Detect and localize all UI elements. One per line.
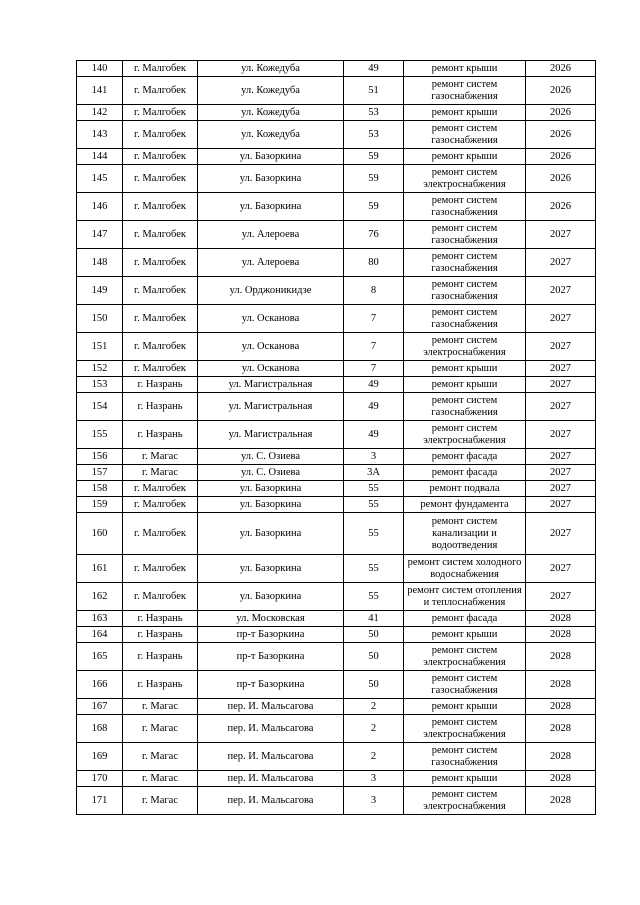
- cell-work-type: ремонт крыши: [404, 149, 526, 165]
- cell-number: 150: [77, 305, 123, 333]
- cell-year: 2027: [526, 421, 596, 449]
- cell-city: г. Малгобек: [123, 555, 198, 583]
- cell-number: 157: [77, 465, 123, 481]
- cell-year: 2028: [526, 611, 596, 627]
- cell-number: 161: [77, 555, 123, 583]
- cell-city: г. Малгобек: [123, 77, 198, 105]
- cell-work-type: ремонт систем газоснабжения: [404, 393, 526, 421]
- cell-number: 163: [77, 611, 123, 627]
- cell-house: 55: [344, 497, 404, 513]
- cell-house: 59: [344, 149, 404, 165]
- cell-city: г. Малгобек: [123, 333, 198, 361]
- cell-year: 2027: [526, 361, 596, 377]
- cell-house: 7: [344, 305, 404, 333]
- table-row: [77, 377, 596, 393]
- cell-house: 51: [344, 77, 404, 105]
- cell-number: 143: [77, 121, 123, 149]
- cell-house: 59: [344, 193, 404, 221]
- cell-number: 146: [77, 193, 123, 221]
- cell-street: ул. Орджоникидзе: [198, 277, 344, 305]
- table-row: [77, 715, 596, 743]
- table-row: [77, 277, 596, 305]
- cell-work-type: ремонт систем газоснабжения: [404, 77, 526, 105]
- cell-street: ул. Магистральная: [198, 377, 344, 393]
- cell-number: 159: [77, 497, 123, 513]
- cell-city: г. Малгобек: [123, 305, 198, 333]
- cell-year: 2026: [526, 121, 596, 149]
- cell-street: ул. Кожедуба: [198, 121, 344, 149]
- cell-street: пер. И. Мальсагова: [198, 699, 344, 715]
- table-row: [77, 249, 596, 277]
- cell-city: г. Назрань: [123, 393, 198, 421]
- cell-work-type: ремонт систем газоснабжения: [404, 305, 526, 333]
- cell-number: 154: [77, 393, 123, 421]
- cell-street: ул. Базоркина: [198, 193, 344, 221]
- table-row: [77, 627, 596, 643]
- cell-house: 3: [344, 787, 404, 815]
- cell-house: 49: [344, 393, 404, 421]
- cell-street: ул. Базоркина: [198, 481, 344, 497]
- cell-work-type: ремонт крыши: [404, 377, 526, 393]
- cell-work-type: ремонт крыши: [404, 699, 526, 715]
- cell-number: 147: [77, 221, 123, 249]
- cell-work-type: ремонт систем электроснабжения: [404, 421, 526, 449]
- cell-number: 164: [77, 627, 123, 643]
- table-row: [77, 393, 596, 421]
- cell-city: г. Назрань: [123, 627, 198, 643]
- cell-city: г. Малгобек: [123, 249, 198, 277]
- cell-street: ул. Базоркина: [198, 497, 344, 513]
- cell-street: ул. Базоркина: [198, 149, 344, 165]
- cell-number: 148: [77, 249, 123, 277]
- cell-number: 144: [77, 149, 123, 165]
- cell-work-type: ремонт систем электроснабжения: [404, 787, 526, 815]
- table-row: [77, 643, 596, 671]
- cell-year: 2027: [526, 465, 596, 481]
- table-row: [77, 193, 596, 221]
- cell-city: г. Малгобек: [123, 277, 198, 305]
- cell-work-type: ремонт систем электроснабжения: [404, 165, 526, 193]
- cell-work-type: ремонт систем газоснабжения: [404, 121, 526, 149]
- cell-house: 2: [344, 743, 404, 771]
- table-row: [77, 771, 596, 787]
- table-row: [77, 165, 596, 193]
- cell-number: 166: [77, 671, 123, 699]
- cell-number: 140: [77, 61, 123, 77]
- cell-house: 2: [344, 699, 404, 715]
- table-row: [77, 513, 596, 555]
- cell-street: ул. Базоркина: [198, 583, 344, 611]
- cell-year: 2026: [526, 105, 596, 121]
- cell-street: ул. Магистральная: [198, 421, 344, 449]
- cell-street: ул. Осканова: [198, 333, 344, 361]
- cell-number: 142: [77, 105, 123, 121]
- cell-city: г. Магас: [123, 465, 198, 481]
- cell-year: 2027: [526, 481, 596, 497]
- cell-house: 55: [344, 583, 404, 611]
- cell-city: г. Назрань: [123, 377, 198, 393]
- cell-city: г. Малгобек: [123, 583, 198, 611]
- cell-number: 152: [77, 361, 123, 377]
- cell-street: пер. И. Мальсагова: [198, 715, 344, 743]
- cell-city: г. Магас: [123, 771, 198, 787]
- cell-street: пр-т Базоркина: [198, 627, 344, 643]
- cell-number: 153: [77, 377, 123, 393]
- table-row: [77, 583, 596, 611]
- cell-city: г. Малгобек: [123, 481, 198, 497]
- cell-year: 2027: [526, 583, 596, 611]
- cell-house: 55: [344, 555, 404, 583]
- table-row: [77, 555, 596, 583]
- cell-year: 2027: [526, 377, 596, 393]
- table-row: [77, 121, 596, 149]
- cell-work-type: ремонт фасада: [404, 449, 526, 465]
- cell-city: г. Малгобек: [123, 513, 198, 555]
- cell-year: 2028: [526, 743, 596, 771]
- cell-number: 149: [77, 277, 123, 305]
- cell-city: г. Магас: [123, 449, 198, 465]
- cell-house: 41: [344, 611, 404, 627]
- cell-work-type: ремонт систем газоснабжения: [404, 221, 526, 249]
- cell-number: 151: [77, 333, 123, 361]
- cell-house: 7: [344, 333, 404, 361]
- cell-number: 155: [77, 421, 123, 449]
- table-row: [77, 361, 596, 377]
- table-row: [77, 421, 596, 449]
- cell-number: 145: [77, 165, 123, 193]
- cell-city: г. Магас: [123, 715, 198, 743]
- cell-year: 2027: [526, 333, 596, 361]
- table-row: [77, 77, 596, 105]
- cell-number: 156: [77, 449, 123, 465]
- table-row: [77, 305, 596, 333]
- cell-street: ул. Кожедуба: [198, 105, 344, 121]
- cell-work-type: ремонт систем газоснабжения: [404, 277, 526, 305]
- table-row: [77, 221, 596, 249]
- cell-city: г. Малгобек: [123, 105, 198, 121]
- cell-city: г. Малгобек: [123, 149, 198, 165]
- cell-street: ул. С. Озиева: [198, 449, 344, 465]
- table-row: [77, 611, 596, 627]
- cell-street: ул. Алероева: [198, 249, 344, 277]
- table-row: [77, 449, 596, 465]
- cell-work-type: ремонт крыши: [404, 61, 526, 77]
- cell-street: ул. Осканова: [198, 305, 344, 333]
- cell-year: 2026: [526, 77, 596, 105]
- cell-year: 2027: [526, 277, 596, 305]
- cell-work-type: ремонт фундамента: [404, 497, 526, 513]
- cell-city: г. Назрань: [123, 643, 198, 671]
- cell-street: ул. Осканова: [198, 361, 344, 377]
- cell-city: г. Малгобек: [123, 361, 198, 377]
- cell-year: 2026: [526, 61, 596, 77]
- cell-house: 49: [344, 377, 404, 393]
- cell-number: 158: [77, 481, 123, 497]
- cell-number: 169: [77, 743, 123, 771]
- cell-year: 2027: [526, 305, 596, 333]
- cell-work-type: ремонт систем электроснабжения: [404, 643, 526, 671]
- cell-house: 3: [344, 449, 404, 465]
- table-row: [77, 671, 596, 699]
- cell-house: 8: [344, 277, 404, 305]
- cell-year: 2028: [526, 643, 596, 671]
- cell-street: ул. Московская: [198, 611, 344, 627]
- cell-number: 141: [77, 77, 123, 105]
- cell-work-type: ремонт систем газоснабжения: [404, 743, 526, 771]
- cell-work-type: ремонт систем канализации и водоотведения: [404, 513, 526, 555]
- cell-number: 168: [77, 715, 123, 743]
- cell-city: г. Магас: [123, 787, 198, 815]
- cell-street: ул. Кожедуба: [198, 61, 344, 77]
- cell-city: г. Назрань: [123, 671, 198, 699]
- table-row: [77, 497, 596, 513]
- cell-year: 2027: [526, 513, 596, 555]
- cell-street: пер. И. Мальсагова: [198, 787, 344, 815]
- cell-street: пр-т Базоркина: [198, 643, 344, 671]
- cell-street: пер. И. Мальсагова: [198, 743, 344, 771]
- cell-work-type: ремонт крыши: [404, 627, 526, 643]
- cell-number: 167: [77, 699, 123, 715]
- cell-city: г. Магас: [123, 699, 198, 715]
- table-body: [77, 61, 596, 815]
- cell-year: 2028: [526, 671, 596, 699]
- cell-street: ул. Базоркина: [198, 165, 344, 193]
- cell-house: 53: [344, 105, 404, 121]
- cell-house: 50: [344, 643, 404, 671]
- cell-work-type: ремонт крыши: [404, 361, 526, 377]
- cell-year: 2028: [526, 627, 596, 643]
- cell-house: 53: [344, 121, 404, 149]
- cell-city: г. Малгобек: [123, 165, 198, 193]
- cell-house: 7: [344, 361, 404, 377]
- cell-street: ул. Магистральная: [198, 393, 344, 421]
- cell-year: 2027: [526, 555, 596, 583]
- cell-year: 2028: [526, 771, 596, 787]
- cell-year: 2027: [526, 393, 596, 421]
- cell-house: 3А: [344, 465, 404, 481]
- cell-house: 50: [344, 627, 404, 643]
- cell-year: 2027: [526, 497, 596, 513]
- table-row: [77, 333, 596, 361]
- cell-street: ул. Базоркина: [198, 513, 344, 555]
- cell-house: 2: [344, 715, 404, 743]
- cell-year: 2026: [526, 149, 596, 165]
- cell-number: 160: [77, 513, 123, 555]
- table-row: [77, 465, 596, 481]
- cell-year: 2028: [526, 715, 596, 743]
- cell-city: г. Малгобек: [123, 221, 198, 249]
- cell-work-type: ремонт фасада: [404, 465, 526, 481]
- cell-street: ул. Кожедуба: [198, 77, 344, 105]
- cell-city: г. Малгобек: [123, 121, 198, 149]
- cell-house: 55: [344, 481, 404, 497]
- cell-city: г. Назрань: [123, 421, 198, 449]
- cell-work-type: ремонт фасада: [404, 611, 526, 627]
- cell-number: 162: [77, 583, 123, 611]
- cell-work-type: ремонт крыши: [404, 105, 526, 121]
- cell-house: 80: [344, 249, 404, 277]
- cell-city: г. Малгобек: [123, 497, 198, 513]
- cell-street: ул. С. Озиева: [198, 465, 344, 481]
- cell-year: 2028: [526, 699, 596, 715]
- table-row: [77, 149, 596, 165]
- cell-work-type: ремонт систем газоснабжения: [404, 671, 526, 699]
- table-row: [77, 743, 596, 771]
- cell-year: 2026: [526, 193, 596, 221]
- cell-city: г. Малгобек: [123, 193, 198, 221]
- repair-schedule-table: [76, 60, 596, 815]
- cell-street: ул. Базоркина: [198, 555, 344, 583]
- cell-street: пр-т Базоркина: [198, 671, 344, 699]
- cell-work-type: ремонт систем электроснабжения: [404, 333, 526, 361]
- cell-year: 2028: [526, 787, 596, 815]
- cell-city: г. Малгобек: [123, 61, 198, 77]
- table-row: [77, 787, 596, 815]
- cell-house: 49: [344, 421, 404, 449]
- cell-city: г. Магас: [123, 743, 198, 771]
- table-row: [77, 481, 596, 497]
- cell-house: 3: [344, 771, 404, 787]
- cell-street: ул. Алероева: [198, 221, 344, 249]
- cell-number: 171: [77, 787, 123, 815]
- cell-number: 170: [77, 771, 123, 787]
- cell-work-type: ремонт систем газоснабжения: [404, 249, 526, 277]
- cell-house: 59: [344, 165, 404, 193]
- cell-number: 165: [77, 643, 123, 671]
- cell-house: 50: [344, 671, 404, 699]
- table-row: [77, 105, 596, 121]
- cell-year: 2027: [526, 449, 596, 465]
- cell-house: 49: [344, 61, 404, 77]
- cell-year: 2027: [526, 221, 596, 249]
- table-row: [77, 699, 596, 715]
- cell-house: 55: [344, 513, 404, 555]
- cell-year: 2026: [526, 165, 596, 193]
- cell-work-type: ремонт систем холодного водоснабжения: [404, 555, 526, 583]
- cell-year: 2027: [526, 249, 596, 277]
- cell-house: 76: [344, 221, 404, 249]
- cell-work-type: ремонт систем газоснабжения: [404, 193, 526, 221]
- cell-work-type: ремонт систем электроснабжения: [404, 715, 526, 743]
- cell-work-type: ремонт подвала: [404, 481, 526, 497]
- cell-work-type: ремонт систем отопления и теплоснабжения: [404, 583, 526, 611]
- cell-work-type: ремонт крыши: [404, 771, 526, 787]
- cell-city: г. Назрань: [123, 611, 198, 627]
- table-row: [77, 61, 596, 77]
- cell-street: пер. И. Мальсагова: [198, 771, 344, 787]
